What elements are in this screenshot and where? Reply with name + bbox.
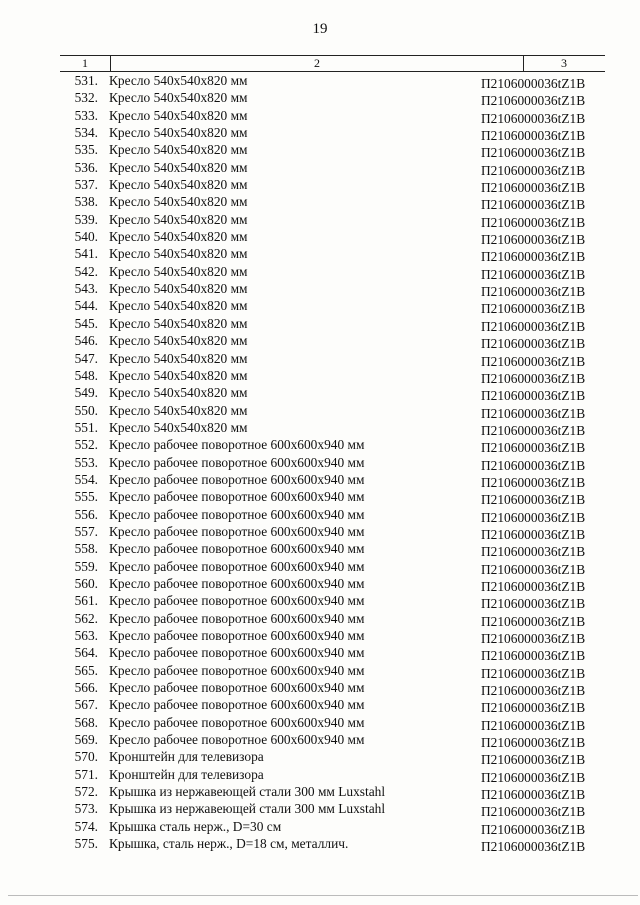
row-description: Кресло 540х540х820 мм	[109, 90, 248, 106]
row-code: П2106000036tZ1B	[481, 180, 586, 196]
row-number: 541.	[74, 246, 98, 262]
table-row	[60, 228, 605, 248]
row-code: П2106000036tZ1B	[481, 613, 586, 629]
row-number: 572.	[74, 784, 98, 800]
row-description: Кресло рабочее поворотное 600х600х940 мм	[109, 714, 365, 730]
table-row	[60, 627, 605, 644]
row-description: Кресло 540х540х820 мм	[109, 246, 248, 262]
table-row	[60, 419, 605, 436]
row-code: П2106000036tZ1B	[481, 440, 586, 456]
row-description: Кресло рабочее поворотное 600х600х940 мм	[109, 454, 365, 470]
table-row	[60, 575, 605, 592]
row-code: П2106000036tZ1B	[481, 735, 586, 751]
table-row	[60, 558, 605, 575]
row-code: П2106000036tZ1B	[481, 388, 586, 404]
table-row	[60, 193, 605, 213]
row-code: П2106000036tZ1B	[481, 336, 586, 352]
row-number: 548.	[74, 367, 98, 383]
table-row	[60, 610, 605, 627]
table-row	[60, 367, 605, 384]
row-description: Кресло рабочее поворотное 600х600х940 мм	[109, 523, 365, 539]
row-description: Крышка, сталь нерж., D=18 см, металлич.	[109, 836, 349, 852]
row-code: П2106000036tZ1B	[481, 474, 586, 490]
table-row	[60, 714, 605, 731]
row-code: П2106000036tZ1B	[481, 561, 586, 577]
row-description: Кресло рабочее поворотное 600х600х940 мм	[109, 471, 365, 487]
table-row	[60, 315, 605, 332]
table-row	[60, 141, 605, 161]
row-code: П2106000036tZ1B	[481, 821, 586, 837]
row-number: 556.	[74, 506, 98, 522]
header-col-2: 2	[110, 56, 524, 71]
row-description: Кресло рабочее поворотное 600х600х940 мм	[109, 489, 365, 505]
table-row	[60, 696, 605, 716]
row-code: П2106000036tZ1B	[481, 752, 586, 768]
row-code: П2106000036tZ1B	[481, 700, 586, 716]
table-row	[60, 800, 605, 820]
row-number: 574.	[74, 818, 98, 834]
row-description: Кресло 540х540х820 мм	[109, 263, 248, 279]
table-row	[60, 245, 605, 265]
table-row	[60, 297, 605, 317]
row-number: 573.	[74, 801, 98, 817]
row-description: Кресло 540х540х820 мм	[109, 125, 248, 141]
row-code: П2106000036tZ1B	[481, 405, 586, 421]
row-description: Кресло рабочее поворотное 600х600х940 мм	[109, 558, 365, 574]
row-number: 566.	[74, 680, 98, 696]
row-code: П2106000036tZ1B	[481, 717, 586, 733]
row-number: 542.	[74, 263, 98, 279]
row-code: П2106000036tZ1B	[481, 839, 586, 855]
row-description: Кресло рабочее поворотное 600х600х940 мм	[109, 506, 365, 522]
row-number: 549.	[74, 385, 98, 401]
table-row	[60, 748, 605, 768]
row-number: 540.	[74, 229, 98, 245]
table-row	[60, 783, 605, 803]
table-row	[60, 835, 605, 855]
row-number: 565.	[74, 662, 98, 678]
row-number: 536.	[74, 159, 98, 175]
row-number: 544.	[74, 298, 98, 314]
row-description: Кресло рабочее поворотное 600х600х940 мм	[109, 628, 365, 643]
row-description: Кресло 540х540х820 мм	[109, 107, 248, 123]
table-row	[60, 488, 605, 508]
row-number: 555.	[74, 489, 98, 505]
row-description: Крышка из нержавеющей стали 300 мм Luxstahl	[109, 801, 386, 817]
row-code: П2106000036tZ1B	[481, 422, 586, 438]
row-description: Кресло 540х540х820 мм	[109, 350, 248, 366]
row-description: Кресло 540х540х820 мм	[109, 315, 248, 331]
table-row	[60, 159, 605, 176]
table-row	[60, 402, 605, 419]
row-number: 545.	[74, 315, 98, 331]
row-code: П2106000036tZ1B	[481, 509, 586, 525]
row-number: 534.	[74, 125, 98, 141]
table-row	[60, 89, 605, 109]
row-number: 559.	[74, 558, 98, 574]
row-number: 558.	[74, 541, 98, 557]
row-code: П2106000036tZ1B	[481, 128, 586, 144]
row-description: Кресло 540х540х820 мм	[109, 159, 248, 175]
row-description: Кресло 540х540х820 мм	[109, 211, 248, 227]
row-description: Кресло 540х540х820 мм	[109, 385, 248, 401]
header-col-1: 1	[82, 56, 88, 70]
row-number: 567.	[74, 697, 98, 713]
row-description: Кресло 540х540х820 мм	[109, 194, 248, 210]
row-code: П2106000036tZ1B	[481, 683, 586, 699]
table-row	[60, 176, 605, 196]
row-code: П2106000036tZ1B	[481, 301, 586, 317]
row-number: 538.	[74, 194, 98, 210]
scan-edge-line	[8, 895, 638, 896]
row-number: 543.	[74, 281, 98, 297]
row-number: 551.	[74, 419, 98, 435]
row-code: П2106000036tZ1B	[481, 492, 586, 508]
table-row	[60, 644, 605, 664]
row-code: П2106000036tZ1B	[481, 93, 586, 109]
row-number: 575.	[74, 836, 98, 852]
table-body	[60, 72, 605, 855]
row-code: П2106000036tZ1B	[481, 370, 586, 386]
row-description: Кресло рабочее поворотное 600х600х940 мм	[109, 680, 365, 696]
row-code: П2106000036tZ1B	[481, 110, 586, 126]
row-description: Кресло 540х540х820 мм	[109, 402, 248, 418]
row-code: П2106000036tZ1B	[481, 249, 586, 265]
row-code: П2106000036tZ1B	[481, 787, 586, 803]
row-number: 557.	[74, 523, 98, 539]
row-description: Кресло рабочее поворотное 600х600х940 мм	[109, 575, 365, 591]
row-description: Кресло рабочее поворотное 600х600х940 мм	[109, 437, 365, 453]
row-description: Кресло 540х540х820 мм	[109, 142, 248, 158]
row-code: П2106000036tZ1B	[481, 318, 586, 334]
row-description: Кресло 540х540х820 мм	[109, 333, 248, 349]
row-code: П2106000036tZ1B	[481, 284, 586, 300]
table-row	[60, 679, 605, 699]
row-code: П2106000036tZ1B	[481, 596, 586, 612]
row-description: Крышка из нержавеющей стали 300 мм Luxstahl	[109, 784, 386, 800]
row-code: П2106000036tZ1B	[481, 665, 586, 681]
table-row	[60, 332, 605, 352]
row-description: Кронштейн для телевизора	[109, 766, 264, 782]
row-code: П2106000036tZ1B	[481, 214, 586, 230]
row-code: П2106000036tZ1B	[481, 145, 586, 161]
table-row	[60, 662, 605, 679]
table-row	[60, 350, 605, 367]
row-code: П2106000036tZ1B	[481, 162, 586, 178]
row-number: 552.	[74, 437, 98, 453]
table-row	[60, 731, 605, 751]
table-row	[60, 454, 605, 471]
row-number: 539.	[74, 211, 98, 227]
row-number: 546.	[74, 333, 98, 349]
table-row	[60, 506, 605, 523]
table-row	[60, 436, 605, 456]
row-code: П2106000036tZ1B	[481, 457, 586, 473]
row-number: 562.	[74, 610, 98, 626]
row-code: П2106000036tZ1B	[481, 76, 586, 91]
row-number: 553.	[74, 454, 98, 470]
table-row	[60, 818, 605, 835]
header-col-3: 3	[561, 56, 567, 70]
row-number: 554.	[74, 471, 98, 487]
row-number: 560.	[74, 575, 98, 591]
row-code: П2106000036tZ1B	[481, 353, 586, 369]
row-number: 568.	[74, 714, 98, 730]
row-code: П2106000036tZ1B	[481, 769, 586, 785]
row-number: 569.	[74, 732, 98, 748]
table-row	[60, 107, 605, 124]
row-description: Кресло рабочее поворотное 600х600х940 мм	[109, 662, 365, 678]
page-number: 19	[312, 21, 328, 37]
row-number: 537.	[74, 177, 98, 193]
row-code: П2106000036tZ1B	[481, 804, 586, 820]
row-number: 531.	[74, 73, 98, 88]
row-number: 561.	[74, 593, 98, 609]
row-description: Кресло рабочее поворотное 600х600х940 мм	[109, 732, 365, 748]
row-code: П2106000036tZ1B	[481, 232, 586, 248]
table-row	[60, 211, 605, 228]
row-number: 571.	[74, 766, 98, 782]
table-row	[60, 263, 605, 280]
row-description: Кресло 540х540х820 мм	[109, 73, 248, 88]
row-code: П2106000036tZ1B	[481, 266, 586, 282]
row-description: Кронштейн для телевизора	[109, 749, 264, 765]
row-number: 535.	[74, 142, 98, 158]
row-code: П2106000036tZ1B	[481, 526, 586, 542]
row-number: 533.	[74, 107, 98, 123]
table-header	[60, 55, 605, 72]
row-number: 532.	[74, 90, 98, 106]
table-row	[60, 766, 605, 783]
row-description: Кресло рабочее поворотное 600х600х940 мм	[109, 541, 365, 557]
row-code: П2106000036tZ1B	[481, 197, 586, 213]
row-code: П2106000036tZ1B	[481, 544, 586, 560]
table-row	[60, 72, 605, 89]
row-number: 570.	[74, 749, 98, 765]
row-description: Кресло 540х540х820 мм	[109, 281, 248, 297]
row-description: Кресло 540х540х820 мм	[109, 298, 248, 314]
row-description: Кресло 540х540х820 мм	[109, 229, 248, 245]
row-description: Кресло рабочее поворотное 600х600х940 мм	[109, 610, 365, 626]
row-description: Кресло рабочее поворотное 600х600х940 мм	[109, 645, 365, 661]
table-row	[60, 471, 605, 488]
table-row	[60, 124, 605, 144]
row-number: 547.	[74, 350, 98, 366]
row-code: П2106000036tZ1B	[481, 648, 586, 664]
row-number: 550.	[74, 402, 98, 418]
table-row	[60, 592, 605, 612]
row-description: Кресло 540х540х820 мм	[109, 177, 248, 193]
table-row	[60, 523, 605, 540]
row-description: Кресло 540х540х820 мм	[109, 419, 248, 435]
table-row	[60, 384, 605, 404]
table-row	[60, 540, 605, 560]
row-code: П2106000036tZ1B	[481, 578, 586, 594]
row-description: Крышка сталь нерж., D=30 см	[109, 818, 282, 834]
row-description: Кресло рабочее поворотное 600х600х940 мм	[109, 593, 365, 609]
row-description: Кресло рабочее поворотное 600х600х940 мм	[109, 697, 365, 713]
row-code: П2106000036tZ1B	[481, 631, 586, 646]
table-row	[60, 280, 605, 300]
row-number: 564.	[74, 645, 98, 661]
row-number: 563.	[74, 628, 98, 643]
row-description: Кресло 540х540х820 мм	[109, 367, 248, 383]
